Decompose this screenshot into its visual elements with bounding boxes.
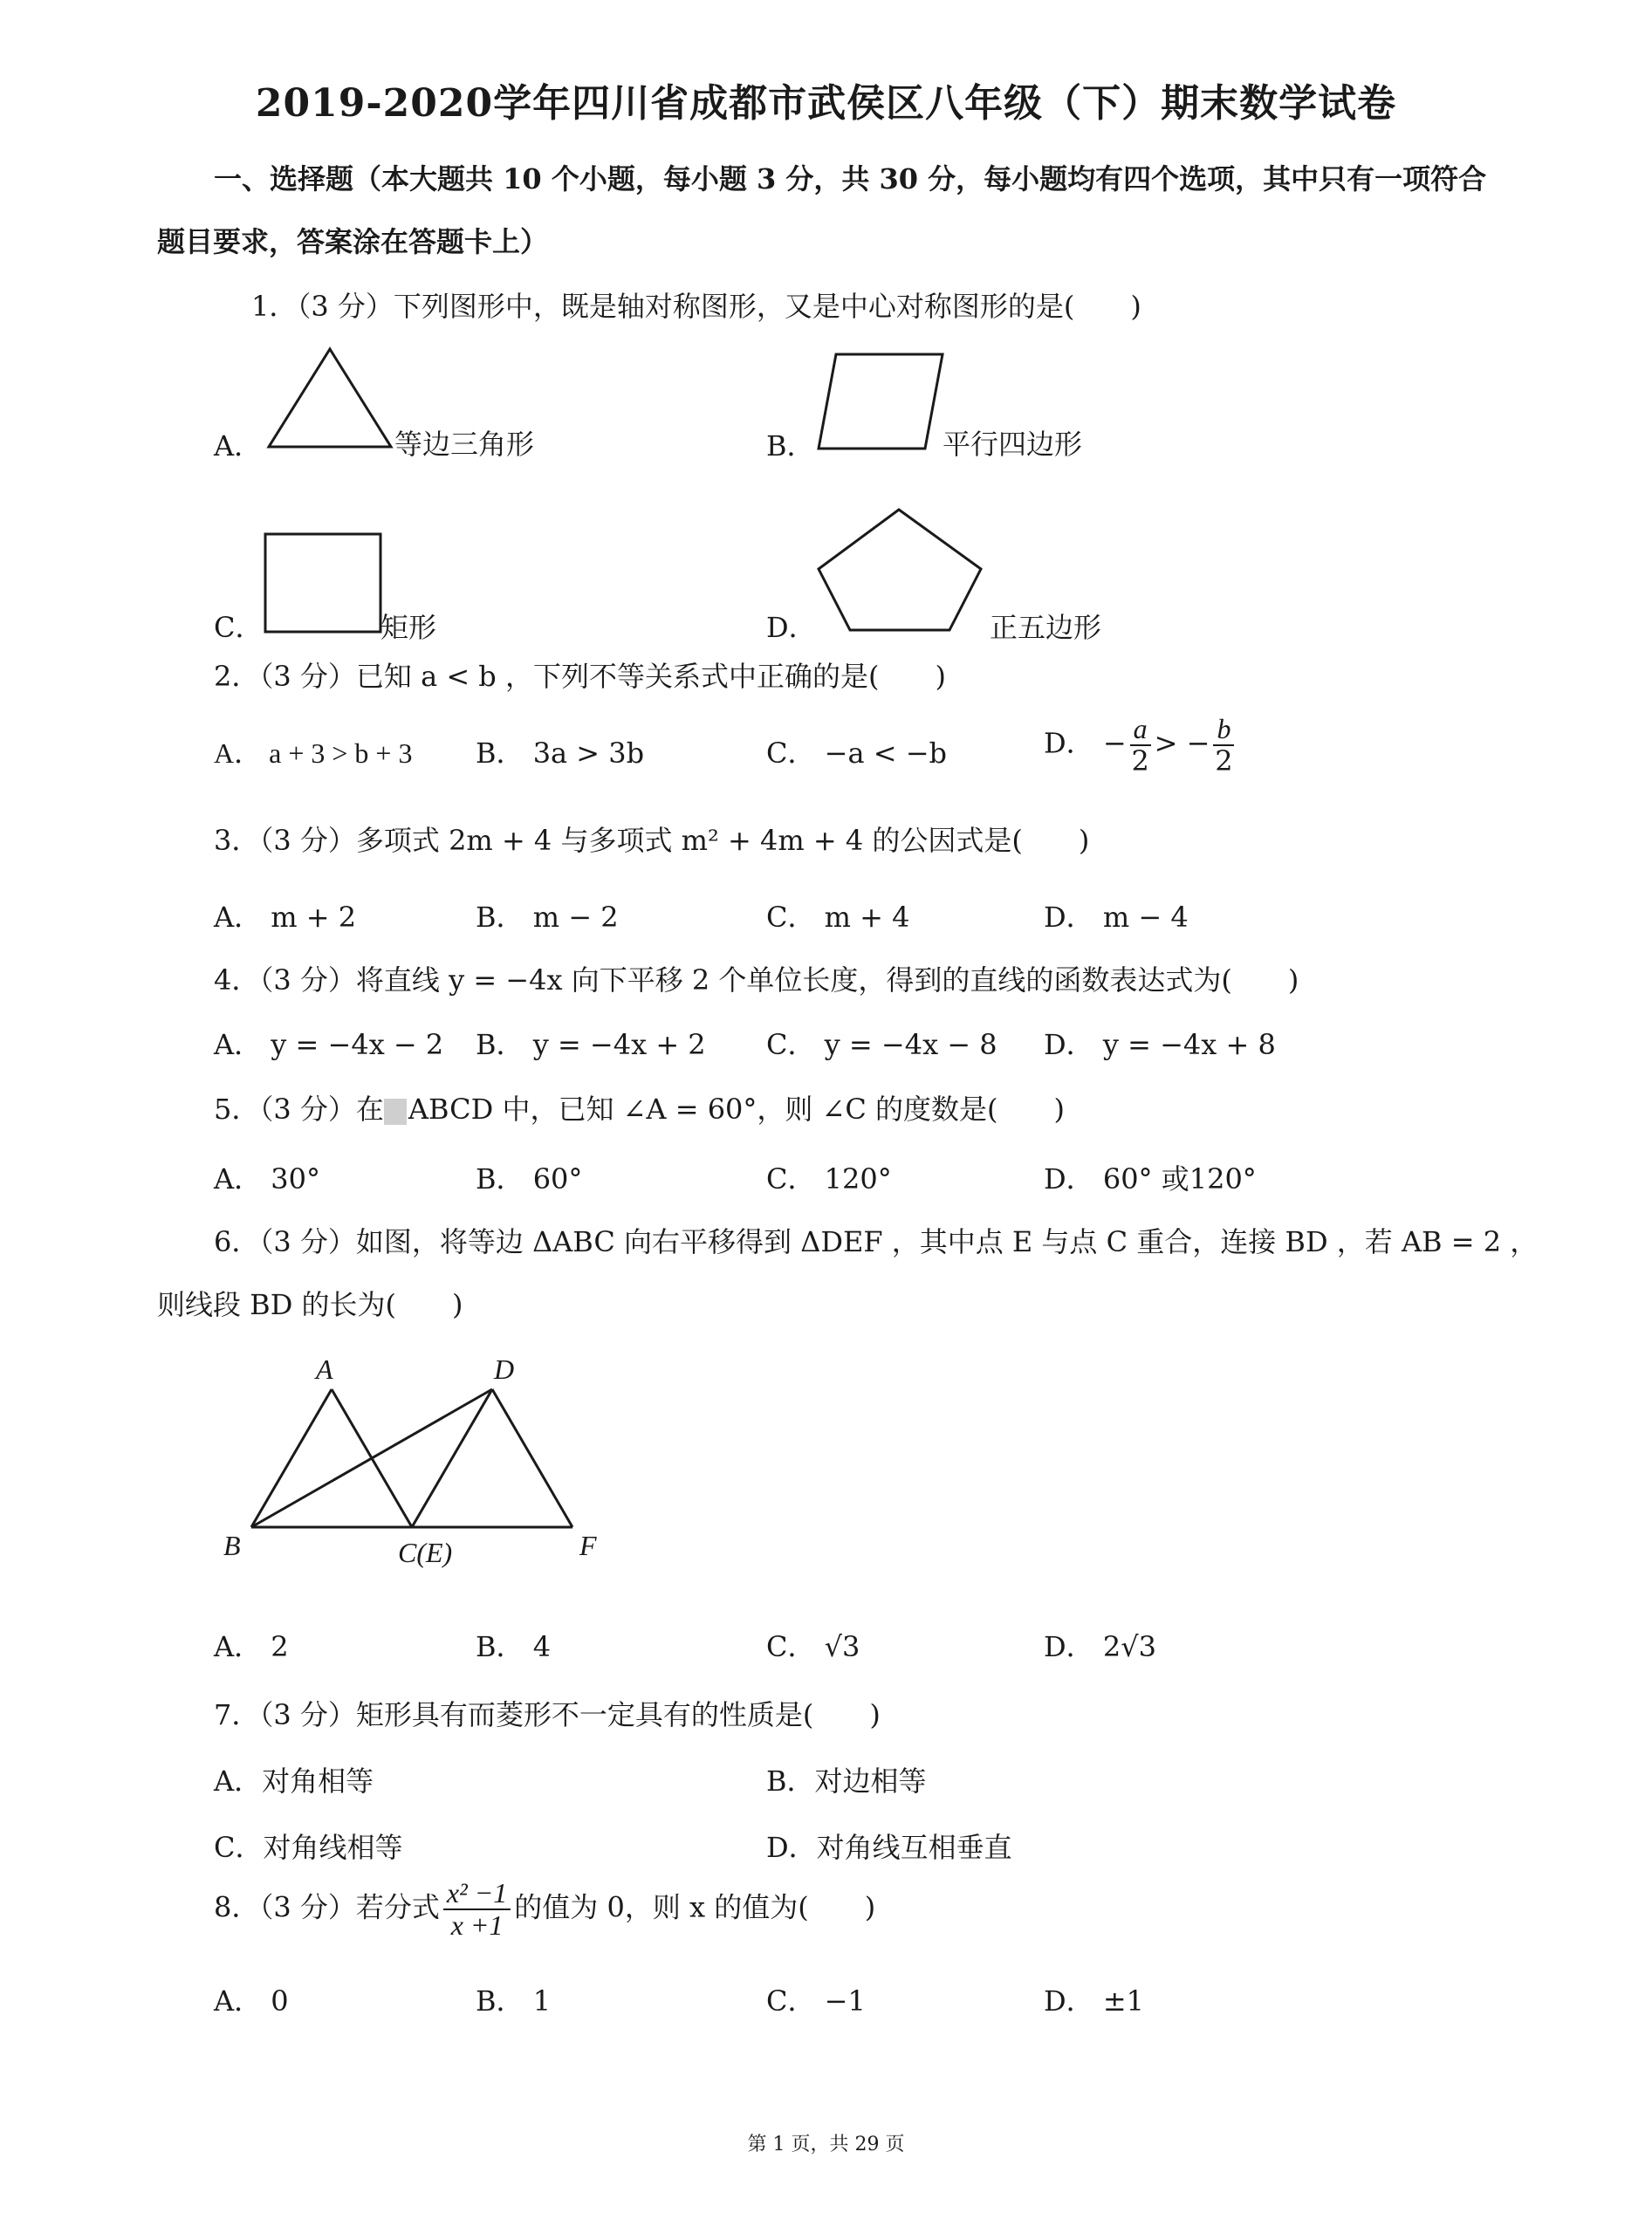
q3-option-b: B． m − 2	[476, 901, 619, 934]
q5-stem	[214, 1087, 1065, 1127]
q7-option-a: A．对角相等	[214, 1765, 374, 1798]
q6-stem-line2: 则线段 BD 的长为( )	[157, 1288, 463, 1321]
q1-option-c-text: 矩形	[380, 611, 437, 644]
q3-option-a: A． m + 2	[214, 901, 357, 934]
q4-option-b: B． y = −4x + 2	[476, 1028, 706, 1061]
q1-stem: 1．（3 分）下列图形中，既是轴对称图形，又是中心对称图形的是( )	[251, 290, 1141, 323]
regular-pentagon-figure	[813, 506, 988, 637]
parallelogram-figure	[815, 351, 955, 452]
q6-option-b: B． 4	[476, 1630, 552, 1663]
q7-option-b: B．对边相等	[766, 1765, 927, 1798]
q7-stem: 7．（3 分）矩形具有而菱形不一定具有的性质是( )	[214, 1698, 881, 1731]
q8-option-d: D． ±1	[1044, 1984, 1145, 2018]
q4-stem: 4．（3 分）将直线 y = −4x 向下平移 2 个单位长度，得到的直线的函数表达式为( )	[214, 963, 1299, 997]
q6-option-d: D． 2√3	[1044, 1630, 1156, 1663]
point-label-b: B	[223, 1530, 241, 1561]
q8-stem-suffix: 的值为 0，则 x 的值为( )	[514, 1890, 876, 1924]
equilateral-triangle-figure	[262, 346, 401, 450]
q2-option-d-mid: > −	[1154, 726, 1210, 760]
q1-option-d-letter: D．	[766, 611, 817, 644]
q3-stem: 3．（3 分）多项式 2m + 4 与多项式 m² + 4m + 4 的公因式是( )	[214, 824, 1090, 857]
point-label-d: D	[494, 1353, 515, 1385]
fraction-denominator: 2	[1215, 744, 1233, 778]
fraction-b-over-2	[1213, 714, 1234, 777]
q1-option-b-text: 平行四边形	[943, 428, 1083, 461]
q7-option-d: D．对角线互相垂直	[766, 1831, 1012, 1864]
rectangle-figure	[262, 531, 384, 634]
page-footer: 第 1 页，共 29 页	[747, 2134, 905, 2155]
q1-option-c-letter: C．	[214, 611, 264, 644]
q1-option-d-text: 正五边形	[990, 611, 1102, 644]
page-title: 2019-2020学年四川省成都市武侯区八年级（下）期末数学试卷	[255, 81, 1397, 126]
translated-triangles-figure	[209, 1353, 628, 1580]
q2-option-b: B． 3a > 3b	[476, 737, 645, 770]
fraction-x2-minus-1-over-x-plus-1	[443, 1878, 511, 1941]
parallelogram-symbol-icon	[384, 1099, 407, 1125]
fraction-numerator: x² −1	[443, 1878, 511, 1910]
point-label-f: F	[579, 1530, 597, 1561]
q8-option-b: B． 1	[476, 1984, 552, 2018]
q2-option-a: A． a + 3 > b + 3	[214, 737, 413, 769]
q8-stem-prefix: 8．（3 分）若分式	[214, 1890, 440, 1924]
q5-option-c: C． 120°	[766, 1162, 892, 1196]
q8-stem	[214, 1878, 875, 1941]
point-label-a: A	[316, 1353, 333, 1385]
q5-option-d: D． 60° 或120°	[1044, 1162, 1257, 1196]
q2-stem: 2．（3 分）已知 a < b ，下列不等关系式中正确的是( )	[214, 660, 946, 693]
q4-option-d: D． y = −4x + 8	[1044, 1028, 1276, 1061]
q3-option-d: D． m − 4	[1044, 901, 1189, 934]
fraction-numerator: a	[1130, 714, 1151, 746]
q8-option-c: C． −1	[766, 1984, 866, 2018]
q5-stem-prefix: 5．（3 分）在	[214, 1093, 384, 1126]
q6-stem-line1: 6．（3 分）如图，将等边 ΔABC 向右平移得到 ΔDEF ，其中点 E 与点 C 重合，连接 BD ，若 AB = 2 ，	[214, 1225, 1539, 1258]
fraction-a-over-2	[1130, 714, 1151, 777]
fraction-numerator: b	[1213, 714, 1234, 746]
point-label-c-e: C(E)	[398, 1537, 453, 1568]
q5-option-b: B． 60°	[476, 1162, 583, 1196]
fraction-denominator: x +1	[450, 1909, 504, 1942]
q4-option-c: C． y = −4x − 8	[766, 1028, 997, 1061]
q6-option-c: C． √3	[766, 1630, 860, 1663]
q1-option-b-letter: B．	[766, 429, 815, 463]
q5-stem-rest: ABCD 中，已知 ∠A = 60°，则 ∠C 的度数是( )	[408, 1093, 1066, 1126]
q3-option-c: C． m + 4	[766, 901, 910, 934]
q2-option-d	[1044, 714, 1237, 777]
q8-option-a: A． 0	[214, 1984, 289, 2018]
q2-option-c: C． −a < −b	[766, 737, 948, 770]
q6-option-a: A． 2	[214, 1630, 289, 1663]
q5-option-a: A． 30°	[214, 1162, 321, 1196]
q1-option-a-letter: A．	[214, 429, 263, 463]
fraction-denominator: 2	[1131, 744, 1149, 778]
section-heading-line2: 题目要求，答案涂在答题卡上）	[157, 225, 549, 258]
q4-option-a: A． y = −4x − 2	[214, 1028, 444, 1061]
q2-option-d-prefix: D． −	[1044, 726, 1127, 760]
section-heading-line1: 一、选择题（本大题共 10 个小题，每小题 3 分，共 30 分，每小题均有四个选项，其中只有一项符合	[214, 162, 1487, 195]
q7-option-c: C．对角线相等	[214, 1831, 403, 1864]
q1-option-a-text: 等边三角形	[394, 428, 535, 461]
